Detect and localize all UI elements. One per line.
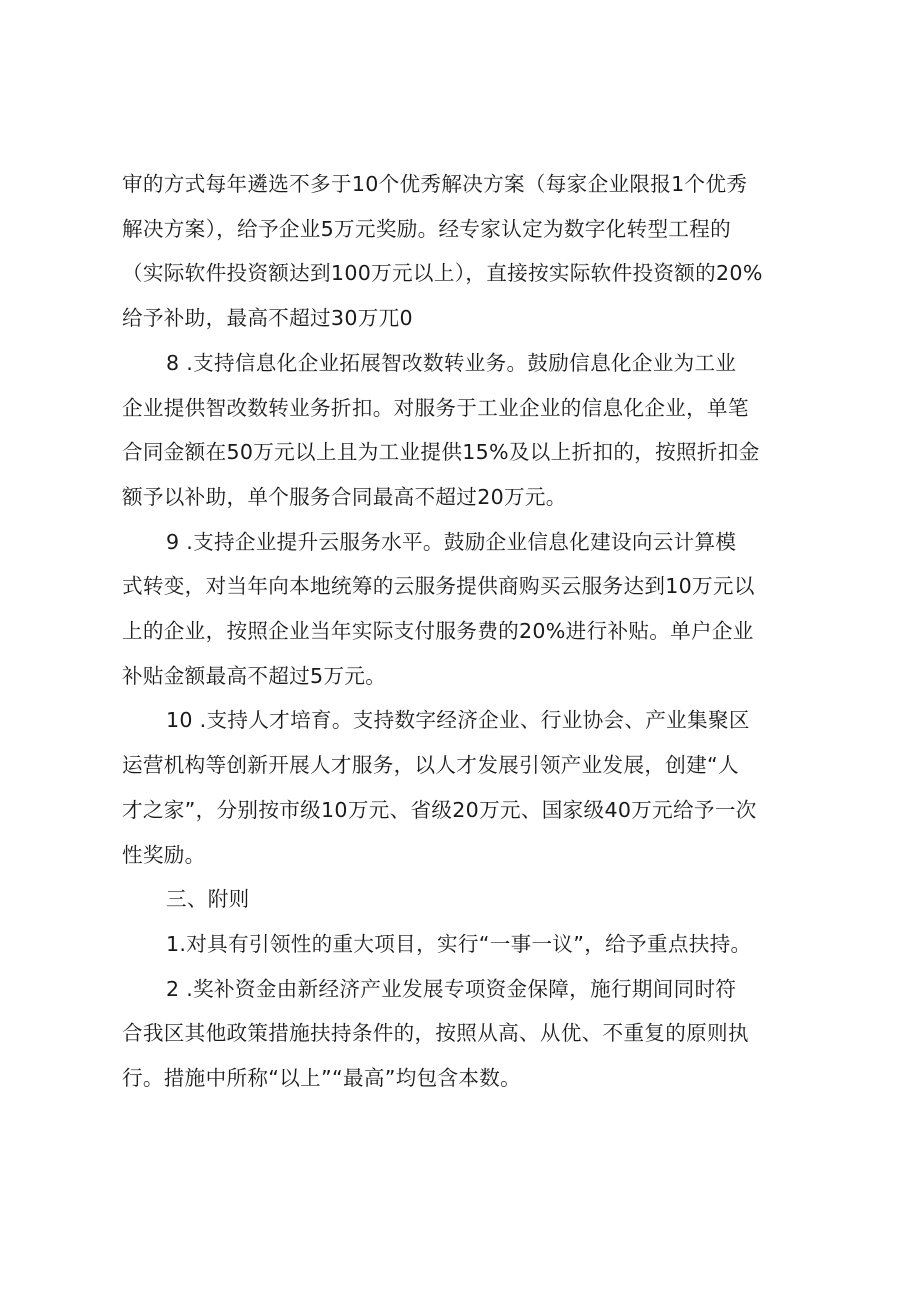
text-line: 才之家”，分别按市级10万元、省级20万元、国家级40万元给予一次 [122,797,757,822]
paragraph-continuation-7 [122,162,812,341]
text-line: 性奖励。 [122,842,206,867]
text-line: 行。措施中所称“以上”“最高”均包含本数。 [122,1066,522,1091]
text-line: 1.对具有引领性的重大项目，实行“一事一议”，给予重点扶持。 [166,931,752,956]
paragraph-item-8 [122,341,812,520]
text-line: （实际软件投资额达到100万元以上），直接按实际软件投资额的20% [122,261,763,286]
text-line: 9 .支持企业提升云服务水平。鼓励企业信息化建设向云计算模 [166,529,737,554]
paragraph-item-10 [122,698,812,877]
text-line: 2 .奖补资金由新经济产业发展专项资金保障，施行期间同时符 [166,976,737,1001]
text-line: 解决方案），给予企业5万元奖励。经专家认定为数字化转型工程的 [122,216,732,241]
paragraph-appendix-2 [122,967,812,1101]
text-line: 审的方式每年遴选不多于10个优秀解决方案（每家企业限报1个优秀 [122,172,748,196]
paragraph-item-9 [122,520,812,699]
text-line: 合我区其他政策措施扶持条件的，按照从高、从优、不重复的原则执 [122,1021,749,1046]
text-line: 企业提供智改数转业务折扣。对服务于工业企业的信息化企业，单笔 [122,395,749,420]
text-line: 10 .支持人才培育。支持数字经济企业、行业协会、产业集聚区 [166,708,750,733]
text-line: 式转变，对当年向本地统筹的云服务提供商购买云服务达到10万元以 [122,574,755,599]
section-heading-appendix [122,877,812,922]
text-line: 额予以补助，单个服务合同最高不超过20万元。 [122,484,567,509]
text-line: 给予补助，最高不超过30万兀0 [122,306,413,331]
text-line: 运营机构等创新开展人才服务，以人才发展引领产业发展，创建“人 [122,753,739,778]
paragraph-appendix-1 [122,922,812,967]
text-line: 8 .支持信息化企业拓展智改数转业务。鼓励信息化企业为工业 [166,350,737,375]
text-line: 补贴金额最高不超过5万元。 [122,663,387,688]
document-body [122,162,812,1101]
text-line: 合同金额在50万元以上且为工业提供15%及以上折扣的，按照折扣金 [122,440,760,465]
text-line: 上的企业，按照企业当年实际支付服务费的20%进行补贴。单户企业 [122,619,754,644]
section-heading-text: 三、附则 [166,887,250,912]
